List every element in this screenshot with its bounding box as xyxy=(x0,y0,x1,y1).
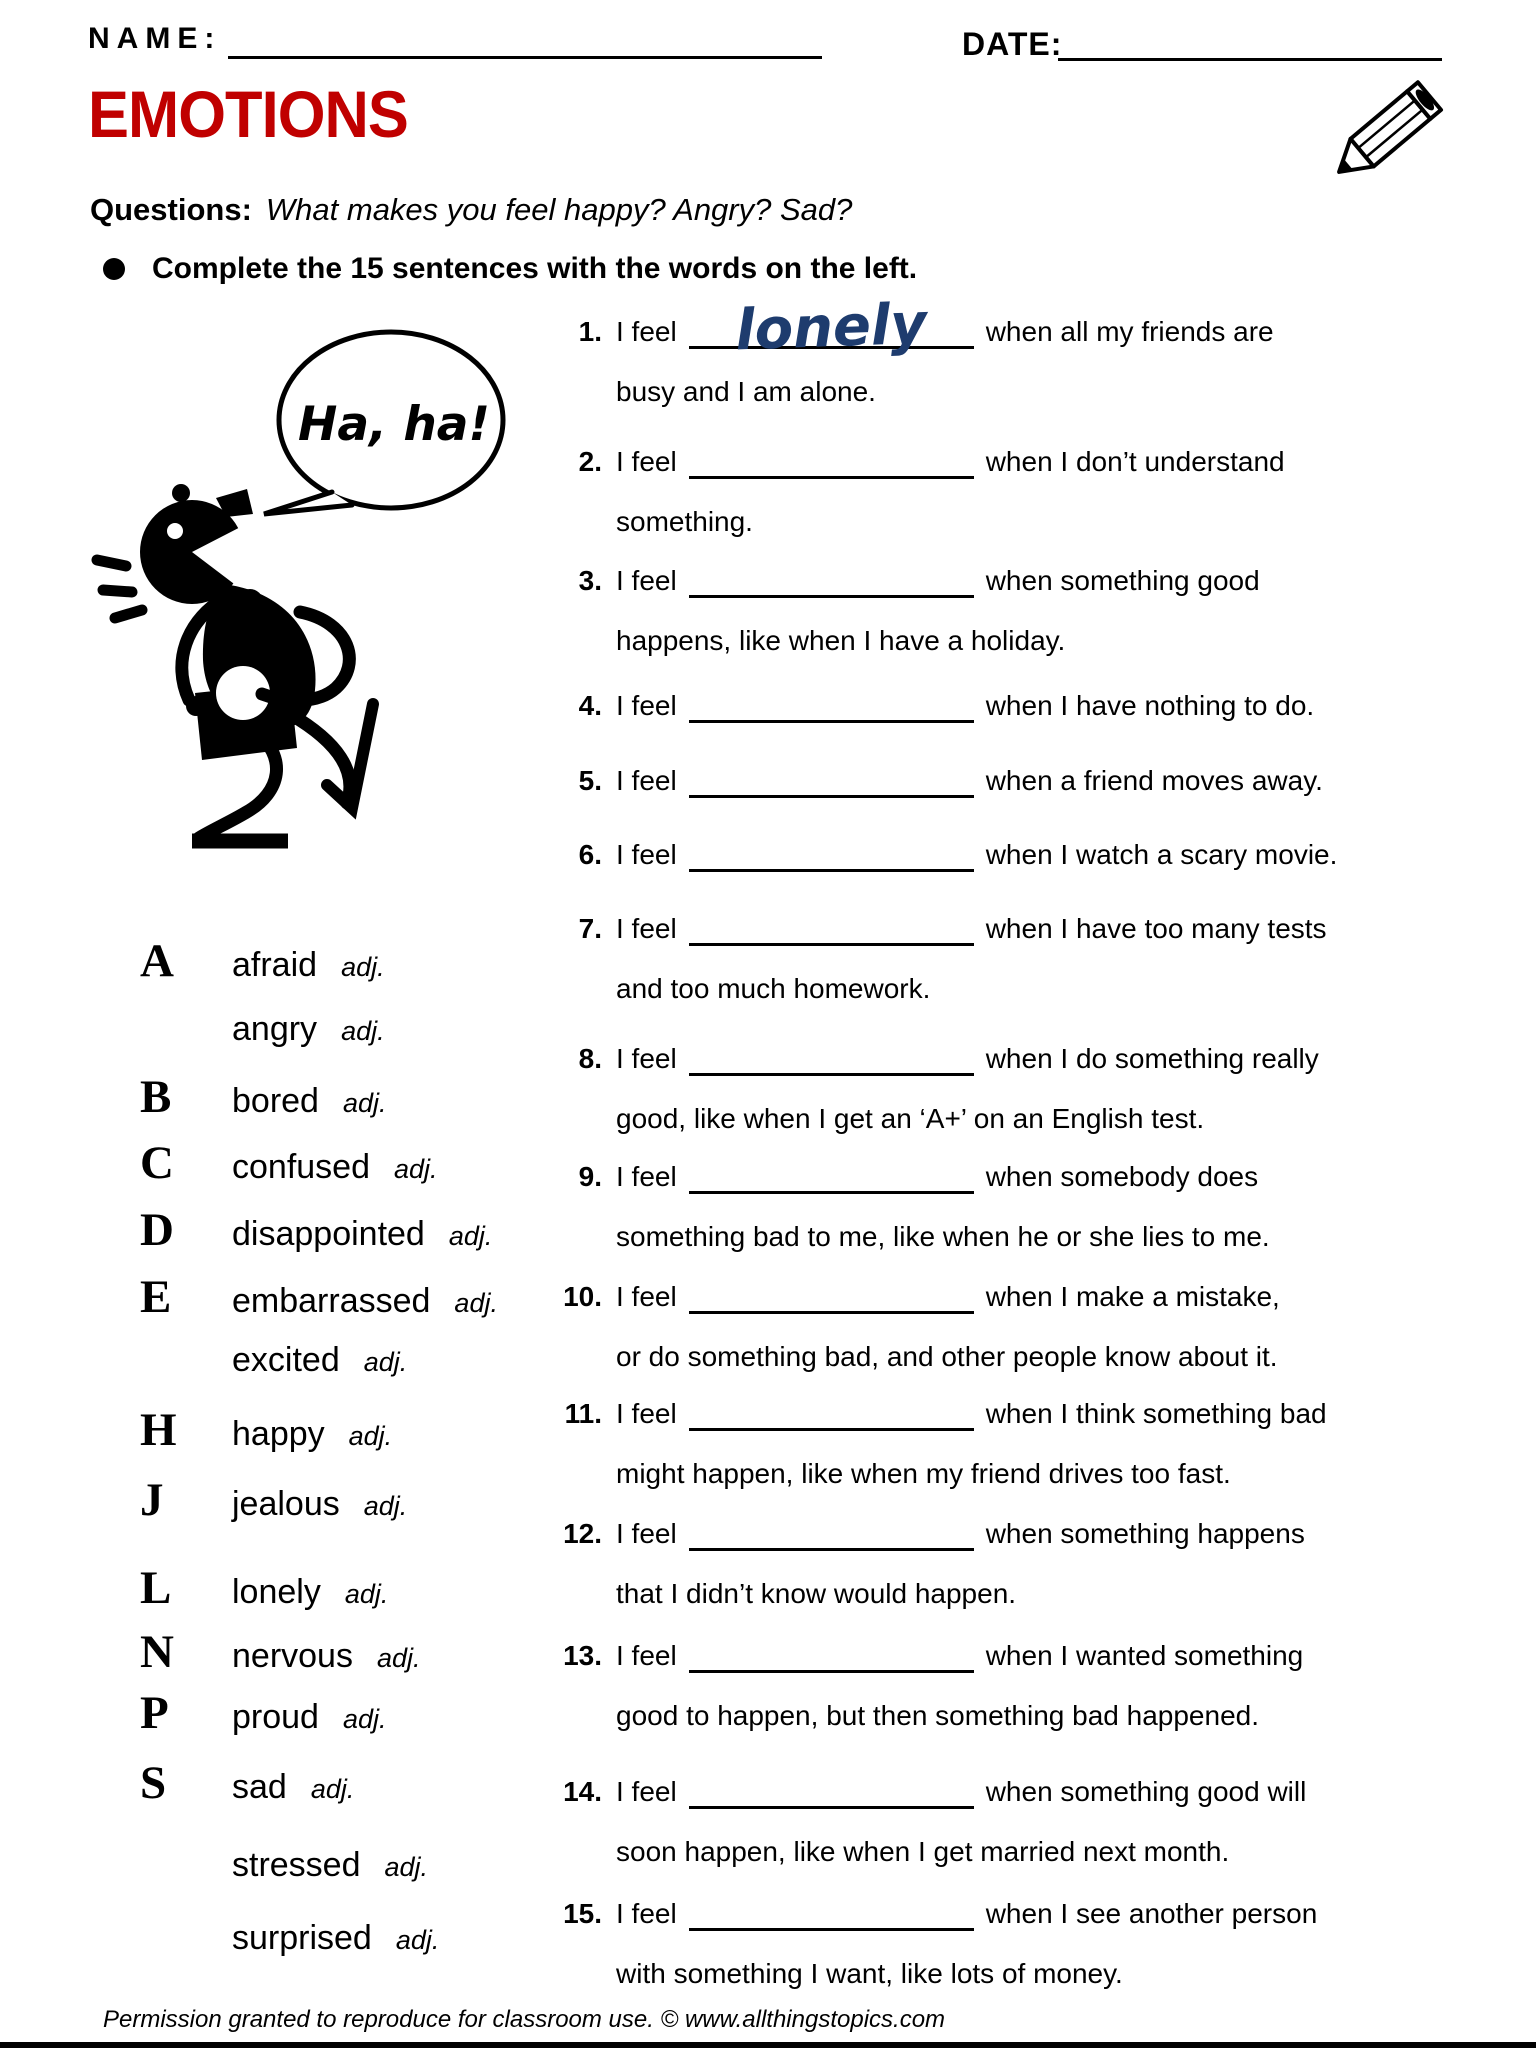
word-letter: H xyxy=(140,1404,177,1456)
sentence-post: when I do something really xyxy=(985,1043,1319,1074)
sentence-pre: I feel xyxy=(616,913,677,944)
word-pos: adj. xyxy=(310,1774,355,1804)
sentence-row xyxy=(520,825,1337,885)
word-row xyxy=(140,1915,439,1968)
sentence-number: 4. xyxy=(578,690,602,721)
sentence-post: when something happens xyxy=(985,1518,1305,1549)
word-row xyxy=(140,1137,438,1197)
word-row xyxy=(140,1071,387,1131)
sentence-row xyxy=(520,899,1327,1019)
speech-bubble xyxy=(264,332,503,514)
date-label: DATE: xyxy=(962,26,1063,62)
sentence-pre: I feel xyxy=(616,1898,677,1929)
bottom-border xyxy=(0,2042,1536,2048)
sentence-post: when I watch a scary movie. xyxy=(985,839,1338,870)
sentence-number: 9. xyxy=(578,1161,602,1192)
sentence-pre: I feel xyxy=(616,446,677,477)
sentence-line2: that I didn’t know would happen. xyxy=(616,1578,1017,1609)
sentence-line2: might happen, like when my friend drives too fast. xyxy=(616,1458,1231,1489)
sentence-number: 15. xyxy=(563,1898,602,1929)
sentence-row xyxy=(520,1504,1305,1624)
word-text: happy xyxy=(232,1415,325,1453)
sentence-pre: I feel xyxy=(616,1640,677,1671)
sentence-line2: soon happen, like when I get married next month. xyxy=(616,1836,1230,1867)
word-pos: adj. xyxy=(454,1288,498,1318)
sentence-pre: I feel xyxy=(616,690,677,721)
sentence-post: when I see another person xyxy=(985,1898,1318,1929)
word-text: surprised xyxy=(232,1919,372,1957)
instruction-text: Complete the 15 sentences with the words on the left. xyxy=(152,252,918,285)
sentence-post: when I don’t understand xyxy=(985,446,1285,477)
sentence-row xyxy=(520,1762,1306,1882)
sentence-pre: I feel xyxy=(616,765,677,796)
name-underline xyxy=(228,56,822,59)
sentence-blank xyxy=(689,559,974,598)
pencil-icon xyxy=(1322,58,1472,193)
sentence-line2: something bad to me, like when he or she lies to me. xyxy=(616,1221,1270,1252)
sentence-pre: I feel xyxy=(616,1398,677,1429)
word-pos: adj. xyxy=(348,1421,393,1451)
sentence-row xyxy=(520,551,1260,671)
sentence-row xyxy=(520,751,1323,811)
sentence-pre: I feel xyxy=(616,1518,677,1549)
sentence-line2: good, like when I get an ‘A+’ on an English test. xyxy=(616,1103,1205,1134)
sentence-pre: I feel xyxy=(616,1776,677,1807)
sentence-number: 10. xyxy=(563,1281,602,1312)
word-text: angry xyxy=(232,1010,318,1048)
sentence-pre: I feel xyxy=(616,839,677,870)
sentence-post: when I think something bad xyxy=(985,1398,1327,1429)
handwritten-answer: lonely xyxy=(734,291,928,364)
word-pos: adj. xyxy=(341,952,385,982)
word-text: disappointed xyxy=(232,1215,425,1253)
questions-label: Questions: xyxy=(90,192,252,227)
sentence-row xyxy=(520,1029,1319,1149)
sentence-line2: or do something bad, and other people know about it. xyxy=(616,1341,1278,1372)
word-letter: L xyxy=(140,1562,172,1614)
word-row xyxy=(140,1204,493,1264)
word-pos: adj. xyxy=(384,1852,429,1882)
word-pos: adj. xyxy=(341,1016,385,1046)
sentence-line2: with something I want, like lots of money. xyxy=(616,1958,1123,1989)
sentence-pre: I feel xyxy=(616,1043,677,1074)
sentence-pre: I feel xyxy=(616,316,677,347)
questions-line xyxy=(90,192,852,228)
sentence-row xyxy=(520,1626,1303,1746)
sentence-line2: happens, like when I have a holiday. xyxy=(616,625,1066,656)
word-pos: adj. xyxy=(395,1925,440,1955)
word-row xyxy=(140,1006,385,1059)
sentence-number: 11. xyxy=(564,1398,602,1429)
sentence-row xyxy=(520,1884,1317,2004)
sentence-number: 3. xyxy=(578,565,602,596)
word-text: nervous xyxy=(232,1637,353,1675)
word-row xyxy=(140,1562,389,1622)
sentence-line2: something. xyxy=(616,506,753,537)
sentence-pre: I feel xyxy=(616,1281,677,1312)
sentence-row xyxy=(520,676,1314,736)
bullet-icon xyxy=(103,258,125,280)
sentence-row xyxy=(520,1384,1327,1504)
word-pos: adj. xyxy=(394,1154,438,1184)
sentence-blank xyxy=(689,684,974,723)
sentence-post: when I have too many tests xyxy=(985,913,1327,944)
word-text: embarrassed xyxy=(232,1282,431,1320)
sentence-post: when a friend moves away. xyxy=(985,765,1323,796)
name-label: NAME: xyxy=(88,22,222,55)
word-pos: adj. xyxy=(342,1704,387,1734)
sentence-blank xyxy=(689,1037,974,1076)
sentence-row xyxy=(520,432,1285,552)
sentence-number: 12. xyxy=(563,1518,602,1549)
word-text: afraid xyxy=(232,946,318,984)
word-pos: adj. xyxy=(448,1221,493,1251)
sentence-number: 5. xyxy=(578,765,602,796)
sentence-post: when I have nothing to do. xyxy=(985,690,1315,721)
word-letter: N xyxy=(140,1626,174,1678)
word-pos: adj. xyxy=(342,1088,387,1118)
sentence-line2: good to happen, but then something bad happened. xyxy=(616,1700,1259,1731)
sentence-blank xyxy=(689,1392,974,1431)
sentence-row xyxy=(520,291,1274,422)
word-row xyxy=(140,1404,393,1464)
word-letter: A xyxy=(140,935,174,987)
sentence-post: when somebody does xyxy=(985,1161,1259,1192)
bubble-text: Ha, ha! xyxy=(298,397,490,452)
sentence-number: 14. xyxy=(563,1776,602,1807)
word-row xyxy=(140,1474,408,1534)
word-text: excited xyxy=(232,1341,340,1379)
word-letter: P xyxy=(140,1687,169,1739)
word-text: confused xyxy=(232,1148,370,1186)
word-row xyxy=(140,1757,355,1817)
sentence-blank xyxy=(689,1155,974,1194)
sentence-blank xyxy=(689,1512,974,1551)
word-text: jealous xyxy=(232,1485,340,1523)
sentence-post: when something good xyxy=(985,565,1260,596)
sentence-number: 8. xyxy=(578,1043,602,1074)
sentence-blank xyxy=(689,759,974,798)
sentence-pre: I feel xyxy=(616,565,677,596)
word-text: proud xyxy=(232,1698,319,1736)
word-text: stressed xyxy=(232,1846,361,1884)
word-row xyxy=(140,1687,387,1747)
sentence-blank xyxy=(689,440,974,479)
word-letter: C xyxy=(140,1137,174,1189)
word-pos: adj. xyxy=(344,1579,389,1609)
word-row xyxy=(140,1626,421,1686)
sentence-number: 13. xyxy=(563,1640,602,1671)
sentence-post: when I make a mistake, xyxy=(985,1281,1280,1312)
page-title: EMOTIONS xyxy=(88,77,408,151)
sentence-blank xyxy=(689,291,974,364)
sentence-blank xyxy=(689,1770,974,1809)
word-letter: S xyxy=(140,1757,167,1809)
word-row xyxy=(140,1271,498,1331)
sentence-post: when something good will xyxy=(985,1776,1307,1807)
sentence-row xyxy=(520,1267,1280,1387)
word-letter: J xyxy=(140,1474,164,1526)
sentence-blank xyxy=(689,1275,974,1314)
word-pos: adj. xyxy=(376,1643,421,1673)
questions-text: What makes you feel happy? Angry? Sad? xyxy=(265,192,853,227)
word-text: bored xyxy=(232,1082,319,1120)
sentence-post: when all my friends are xyxy=(985,316,1274,347)
word-letter: E xyxy=(140,1271,172,1323)
sentence-blank xyxy=(689,907,974,946)
sentence-blank xyxy=(689,1892,974,1931)
word-row xyxy=(140,1337,407,1390)
sentence-number: 1. xyxy=(578,316,602,347)
sentence-post: when I wanted something xyxy=(985,1640,1304,1671)
word-text: lonely xyxy=(232,1573,321,1611)
sentence-number: 7. xyxy=(578,913,602,944)
sentence-number: 6. xyxy=(578,839,602,870)
sentence-number: 2. xyxy=(578,446,602,477)
sentence-row xyxy=(520,1147,1270,1267)
word-row xyxy=(140,935,385,995)
word-letter: D xyxy=(140,1204,174,1256)
sentence-line2: busy and I am alone. xyxy=(616,376,876,407)
laughing-figure xyxy=(60,280,530,870)
word-text: sad xyxy=(232,1768,287,1806)
word-letter: B xyxy=(140,1071,172,1123)
sentence-blank xyxy=(689,1634,974,1673)
sentence-line2: and too much homework. xyxy=(616,973,931,1004)
word-row xyxy=(140,1842,428,1895)
word-pos: adj. xyxy=(363,1347,408,1377)
footer-text: Permission granted to reproduce for classroom use. © www.allthingstopics.com xyxy=(103,2006,946,2033)
word-pos: adj. xyxy=(363,1491,408,1521)
sentence-blank xyxy=(689,833,974,872)
sentence-pre: I feel xyxy=(616,1161,677,1192)
